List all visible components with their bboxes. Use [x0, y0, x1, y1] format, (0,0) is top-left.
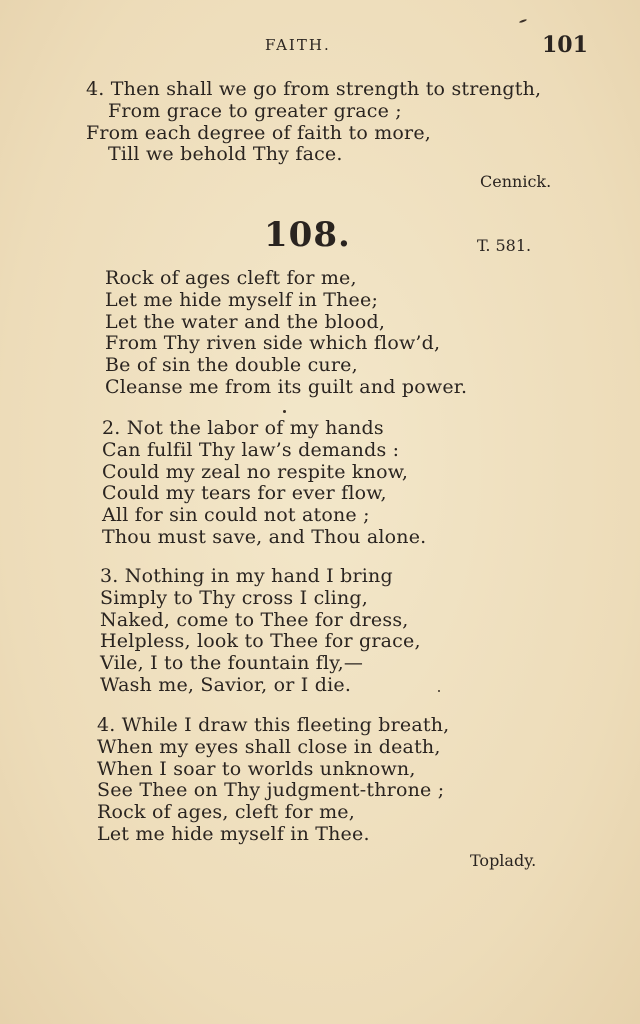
verse-line: From Thy riven side which flow’d, — [105, 332, 441, 355]
verse-line: Cleanse me from its guilt and power. — [105, 375, 468, 398]
verse-line: When I soar to worlds unknown, — [97, 757, 416, 780]
hymn-number: 108. — [264, 215, 351, 255]
verse-line: See Thee on Thy judgment-throne ; — [97, 779, 445, 802]
hymn-stanza-3 — [100, 566, 421, 697]
verse-line: Vile, I to the fountain fly,— — [100, 652, 364, 675]
tune-reference: T. 581. — [477, 236, 532, 255]
ink-speck — [283, 410, 286, 413]
verse-line: Simply to Thy cross I cling, — [100, 586, 369, 609]
verse-line: Naked, come to Thee for dress, — [100, 608, 409, 631]
verse-line: Let me hide myself in Thee; — [105, 288, 379, 311]
verse-line: Till we behold Thy face. — [108, 143, 343, 166]
verse-line: Rock of ages, cleft for me, — [97, 801, 355, 824]
prev-hymn-author: Cennick. — [480, 172, 552, 191]
verse-line: From each degree of faith to more, — [86, 121, 432, 144]
verse-line: 3. Nothing in my hand I bring — [100, 565, 393, 587]
verse-line: Could my tears for ever flow, — [102, 482, 387, 505]
verse-line: All for sin could not atone ; — [102, 504, 370, 527]
verse-line: Can fulfil Thy law’s demands : — [102, 438, 400, 461]
hymn-stanza-1 — [105, 268, 467, 399]
verse-line: Let the water and the blood, — [105, 310, 386, 333]
verse-line: Let me hide myself in Thee. — [97, 822, 370, 845]
verse-line: 2. Not the labor of my hands — [102, 417, 384, 439]
verse-line: 4. Then shall we go from strength to strength, — [86, 78, 542, 100]
hymn-stanza-2 — [102, 418, 426, 549]
hymn-author: Toplady. — [470, 851, 537, 870]
verse-line: Rock of ages cleft for me, — [105, 267, 357, 289]
verse-line: Could my zeal no respite know, — [102, 460, 409, 483]
verse-line: When my eyes shall close in death, — [97, 735, 441, 758]
hymn-stanza-4 — [97, 715, 449, 846]
verse-line: Wash me, Savior, or I die. — [100, 673, 352, 696]
verse-line: From grace to greater grace ; — [108, 99, 402, 122]
verse-line: Be of sin the double cure, — [105, 354, 358, 377]
ink-speck — [438, 690, 440, 692]
prev-hymn-stanza-4 — [86, 79, 541, 166]
page-number: 101 — [542, 32, 588, 58]
running-head — [0, 32, 640, 60]
verse-line: Thou must save, and Thou alone. — [102, 525, 427, 548]
verse-line: 4. While I draw this fleeting breath, — [97, 714, 450, 736]
ink-speck — [519, 19, 527, 24]
verse-line: Helpless, look to Thee for grace, — [100, 630, 421, 653]
section-title: FAITH. — [265, 36, 331, 54]
